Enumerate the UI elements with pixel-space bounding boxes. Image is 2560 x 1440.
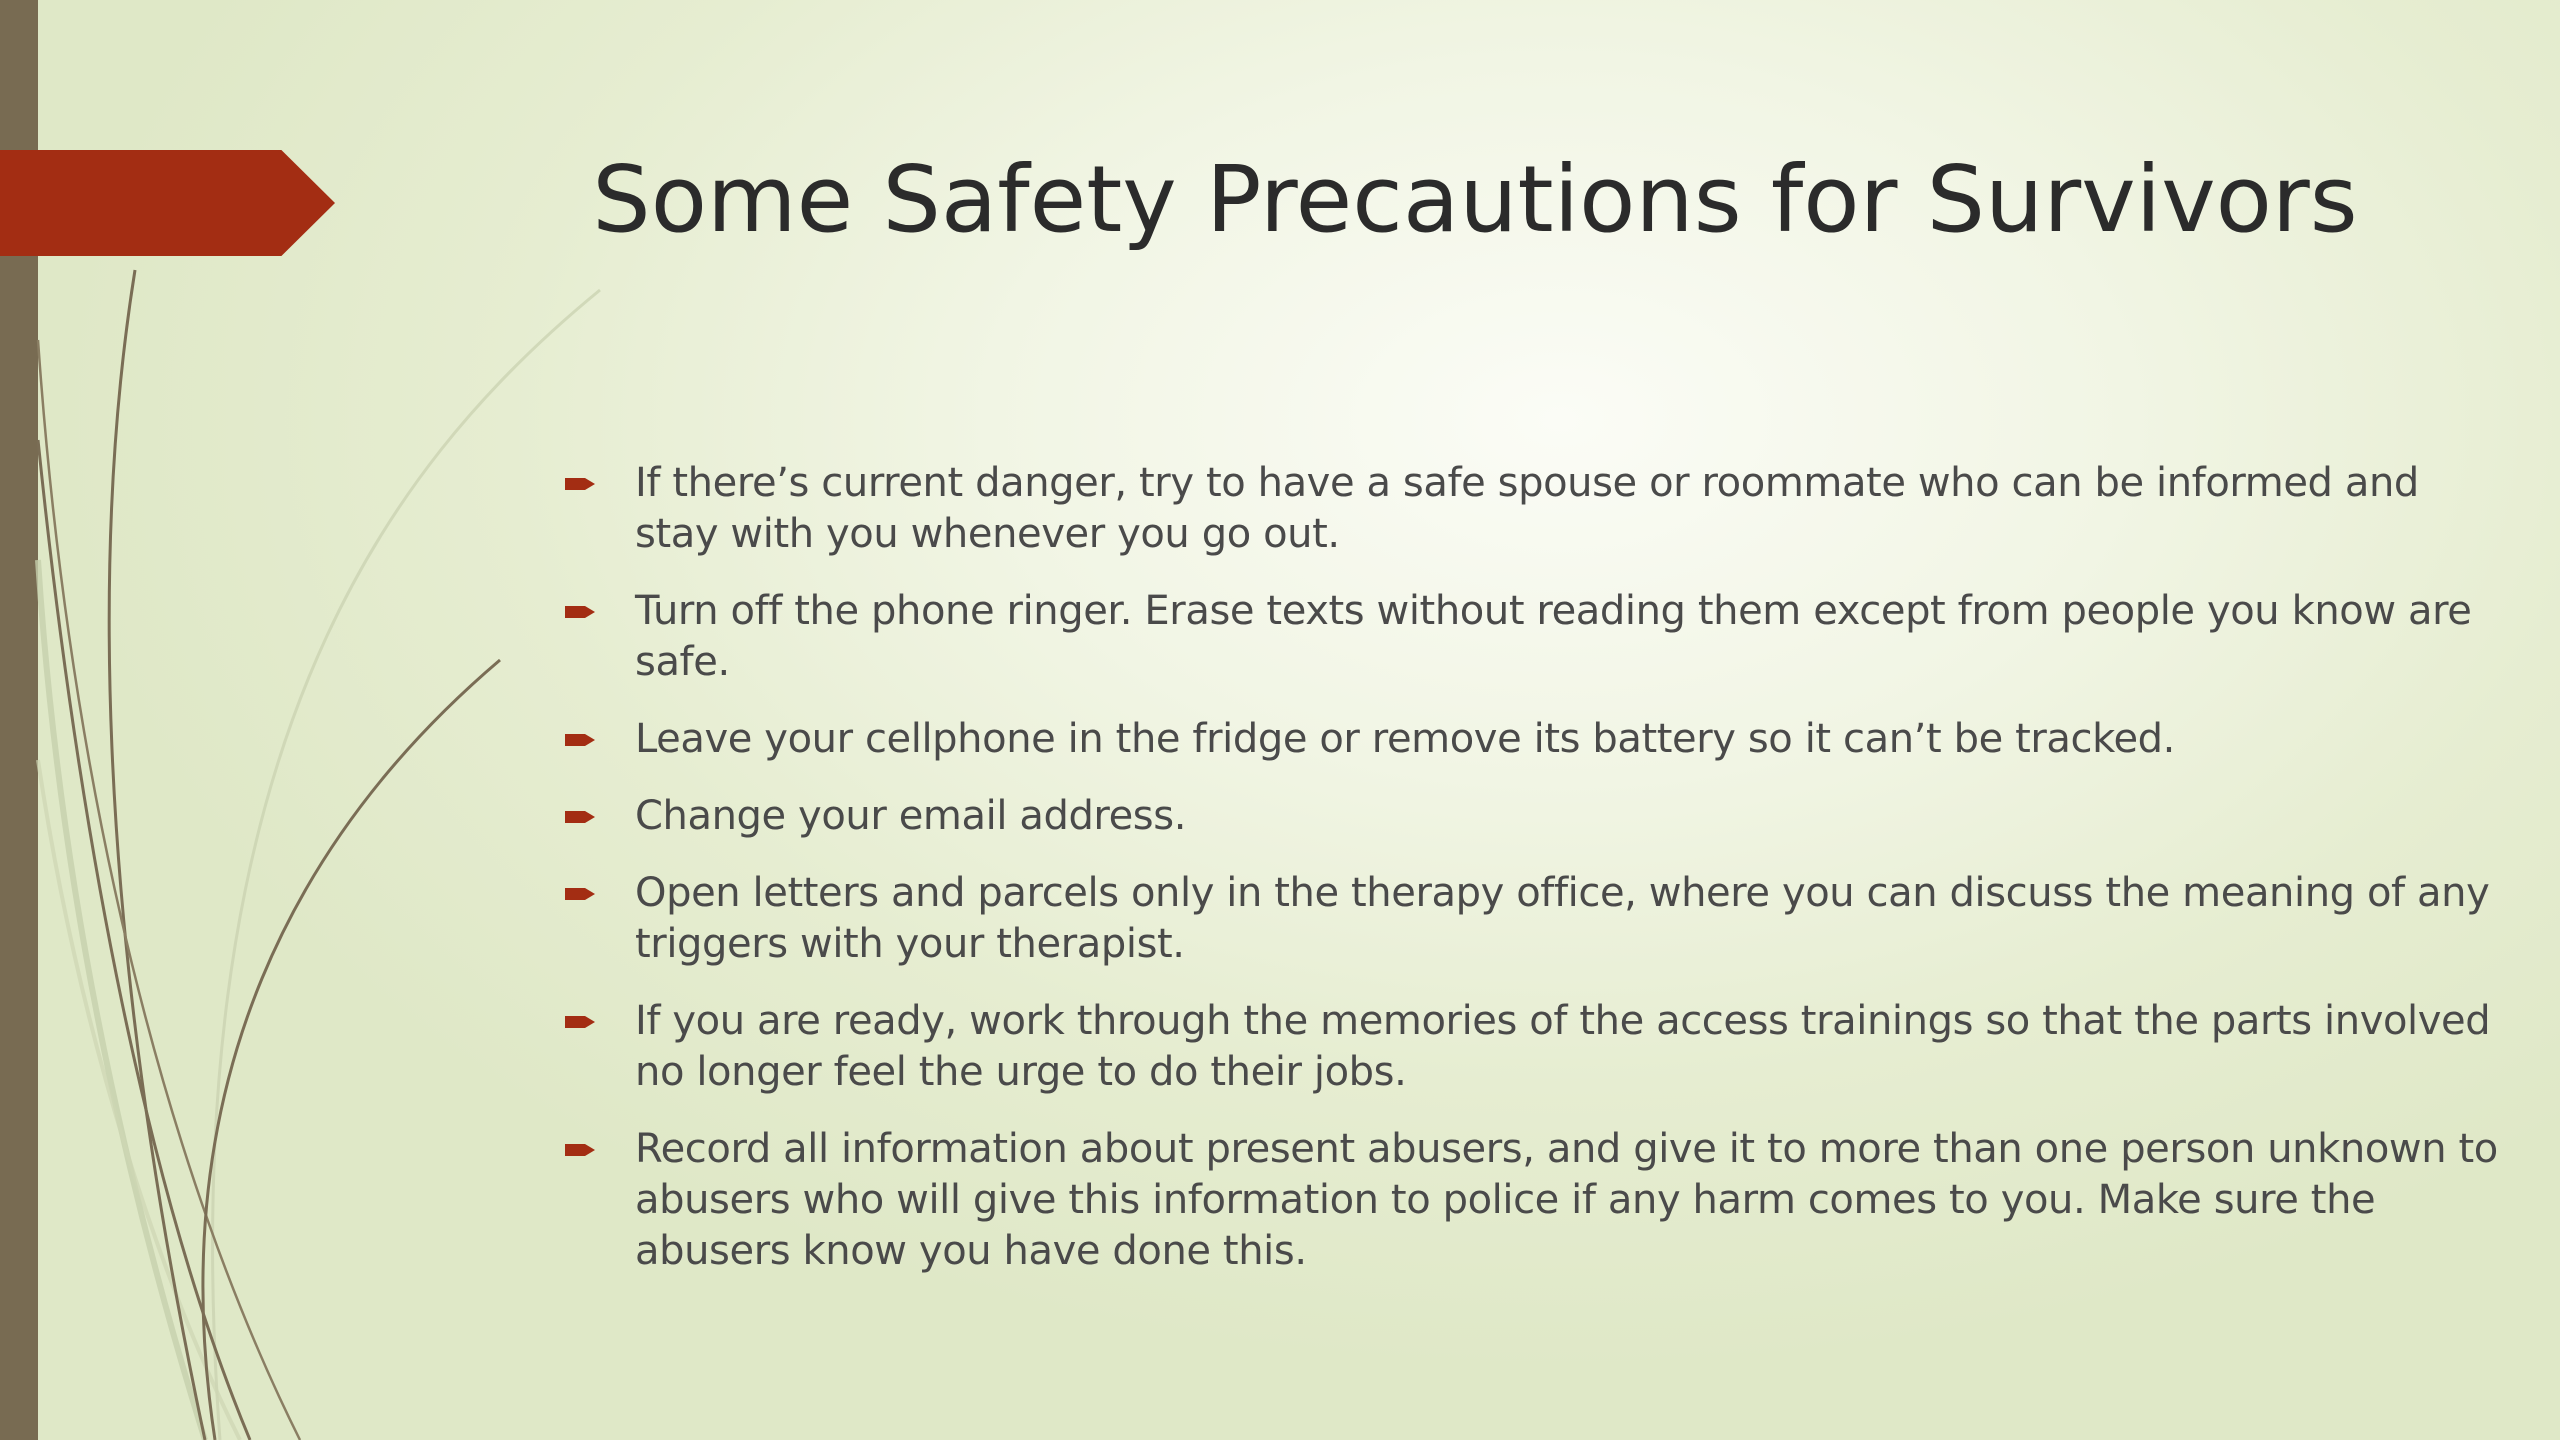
bullet-text: Open letters and parcels only in the therapy office, where you can discuss the meaning of any triggers with your therapist. (635, 870, 2490, 967)
bullet-item (565, 586, 2505, 688)
title-arrow-shape (0, 150, 335, 256)
arrow-bullet-icon (565, 1012, 595, 1032)
bullet-text: Leave your cellphone in the fridge or remove its battery so it can’t be tracked. (635, 716, 2175, 762)
bullet-item (565, 791, 2505, 842)
bullet-list (565, 458, 2505, 1303)
bullet-text: Change your email address. (635, 793, 1187, 839)
slide-title: Some Safety Precautions for Survivors (592, 146, 2358, 253)
arrow-bullet-icon (565, 807, 595, 827)
arrow-bullet-icon (565, 884, 595, 904)
bullet-text: Turn off the phone ringer. Erase texts without reading them except from people you know are safe. (635, 588, 2472, 685)
bullet-item (565, 868, 2505, 970)
arrow-bullet-icon (565, 730, 595, 750)
bullet-text: If there’s current danger, try to have a safe spouse or roommate who can be informed and stay with you whenever you go out. (635, 460, 2419, 557)
arrow-bullet-icon (565, 1140, 595, 1160)
bullet-item (565, 458, 2505, 560)
arrow-bullet-icon (565, 474, 595, 494)
bullet-text: Record all information about present abusers, and give it to more than one person unknown to abusers who will give this information to police if any harm comes to you. Make sure the abusers know you have done this. (635, 1126, 2498, 1274)
bullet-text: If you are ready, work through the memories of the access trainings so that the parts involved no longer feel the urge to do their jobs. (635, 998, 2491, 1095)
bullet-item (565, 996, 2505, 1098)
arrow-bullet-icon (565, 602, 595, 622)
bullet-item (565, 1124, 2505, 1277)
bullet-item (565, 714, 2505, 765)
